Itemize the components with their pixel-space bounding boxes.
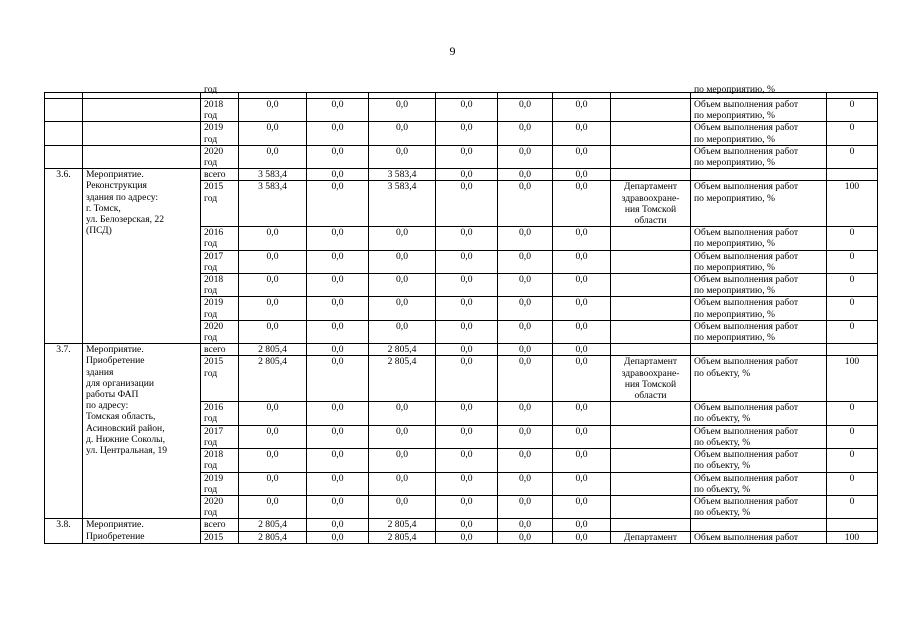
responsible-department <box>611 449 691 472</box>
measure-number: 3.7. <box>45 344 83 519</box>
measure-name <box>83 122 201 145</box>
local-value: 0,0 <box>436 169 498 181</box>
regional-value: 0,0 <box>369 99 436 122</box>
local-value: 0,0 <box>436 449 498 472</box>
extra-value: 0,0 <box>498 356 553 402</box>
indicator-value: 0 <box>827 297 878 320</box>
measure-number <box>45 122 83 145</box>
extra-value: 0,0 <box>498 145 553 168</box>
local-value: 0,0 <box>436 356 498 402</box>
indicator-value: 0 <box>827 122 878 145</box>
total-value: 0,0 <box>239 145 307 168</box>
measure-number <box>45 99 83 122</box>
indicator-name: Объем выполнения работ по объекту, % <box>691 495 827 518</box>
federal-value: 0,0 <box>307 472 369 495</box>
regional-value: 0,0 <box>369 425 436 448</box>
other-value: 0,0 <box>553 531 611 543</box>
local-value: 0,0 <box>436 250 498 273</box>
local-value: 0,0 <box>436 519 498 531</box>
responsible-department <box>611 250 691 273</box>
period: 2016 год <box>201 402 239 425</box>
local-value: 0,0 <box>436 344 498 356</box>
period: 2015 <box>201 531 239 543</box>
table-row <box>45 519 878 531</box>
federal-value: 0,0 <box>307 122 369 145</box>
measure-number: 3.6. <box>45 169 83 344</box>
responsible-department <box>611 274 691 297</box>
page-number: 9 <box>449 44 456 58</box>
responsible-department <box>611 320 691 343</box>
other-value: 0,0 <box>553 320 611 343</box>
indicator-value: 0 <box>827 145 878 168</box>
period: 2018 год <box>201 449 239 472</box>
federal-value: 0,0 <box>307 169 369 181</box>
total-value: 3 583,4 <box>239 181 307 227</box>
federal-value: 0,0 <box>307 519 369 531</box>
responsible-department: Департамент здравоохране- ния Томской области <box>611 356 691 402</box>
regional-value: 0,0 <box>369 297 436 320</box>
other-value: 0,0 <box>553 250 611 273</box>
responsible-department <box>611 495 691 518</box>
total-value: 0,0 <box>239 297 307 320</box>
federal-value: 0,0 <box>307 297 369 320</box>
period: всего <box>201 519 239 531</box>
measure-name: Мероприятие. Реконструкция здания по адресу: г. Томск, ул. Белозерская, 22 (ПСД) <box>83 169 201 344</box>
regional-value: 0,0 <box>369 320 436 343</box>
other-value: 0,0 <box>553 402 611 425</box>
federal-value: 0,0 <box>307 449 369 472</box>
table-row <box>45 169 878 181</box>
total-value: 0,0 <box>239 472 307 495</box>
indicator-value: 0 <box>827 99 878 122</box>
responsible-department <box>611 99 691 122</box>
regional-value: 2 805,4 <box>369 344 436 356</box>
indicator-value: 100 <box>827 531 878 543</box>
period: 2019 год <box>201 297 239 320</box>
federal-value: 0,0 <box>307 320 369 343</box>
total-value: 2 805,4 <box>239 356 307 402</box>
indicator-value <box>827 169 878 181</box>
period: 2019 год <box>201 122 239 145</box>
indicator-name <box>691 344 827 356</box>
other-value: 0,0 <box>553 449 611 472</box>
extra-value: 0,0 <box>498 402 553 425</box>
indicator-name <box>691 169 827 181</box>
local-value: 0,0 <box>436 320 498 343</box>
local-value: 0,0 <box>436 99 498 122</box>
extra-value: 0,0 <box>498 227 553 250</box>
extra-value: 0,0 <box>498 297 553 320</box>
other-value: 0,0 <box>553 495 611 518</box>
other-value: 0,0 <box>553 99 611 122</box>
local-value: 0,0 <box>436 402 498 425</box>
table-body <box>45 84 878 544</box>
indicator-name: Объем выполнения работ <box>691 531 827 543</box>
other-value: 0,0 <box>553 356 611 402</box>
table-row <box>45 122 878 145</box>
indicator-value: 0 <box>827 472 878 495</box>
total-value: 0,0 <box>239 425 307 448</box>
indicator-value: 0 <box>827 274 878 297</box>
responsible-department <box>611 519 691 531</box>
other-value: 0,0 <box>553 472 611 495</box>
other-value: 0,0 <box>553 227 611 250</box>
local-value: 0,0 <box>436 425 498 448</box>
indicator-value: 0 <box>827 449 878 472</box>
total-value: 0,0 <box>239 320 307 343</box>
other-value: 0,0 <box>553 122 611 145</box>
total-value: 2 805,4 <box>239 344 307 356</box>
regional-value: 2 805,4 <box>369 519 436 531</box>
regional-value: 0,0 <box>369 122 436 145</box>
indicator-name: Объем выполнения работ по мероприятию, % <box>691 227 827 250</box>
federal-value: 0,0 <box>307 425 369 448</box>
responsible-department: Департамент здравоохране- ния Томской области <box>611 181 691 227</box>
total-value: 0,0 <box>239 227 307 250</box>
regional-value: 0,0 <box>369 495 436 518</box>
other-value: 0,0 <box>553 181 611 227</box>
local-value: 0,0 <box>436 531 498 543</box>
indicator-name: Объем выполнения работ по объекту, % <box>691 449 827 472</box>
indicator-name: Объем выполнения работ по мероприятию, % <box>691 320 827 343</box>
regional-value: 3 583,4 <box>369 169 436 181</box>
period: год <box>201 93 239 99</box>
extra-value: 0,0 <box>498 99 553 122</box>
indicator-name: Объем выполнения работ по объекту, % <box>691 472 827 495</box>
total-value: 0,0 <box>239 274 307 297</box>
period: 2017 год <box>201 425 239 448</box>
total-value: 0,0 <box>239 495 307 518</box>
measure-name: Мероприятие. Приобретение <box>83 519 201 543</box>
federal-value: 0,0 <box>307 227 369 250</box>
indicator-value: 100 <box>827 356 878 402</box>
extra-value: 0,0 <box>498 320 553 343</box>
period: всего <box>201 169 239 181</box>
indicator-value: 100 <box>827 181 878 227</box>
indicator-name: Объем выполнения работ по объекту, % <box>691 425 827 448</box>
table-row <box>45 99 878 122</box>
indicator-name: Объем выполнения работ по мероприятию, % <box>691 250 827 273</box>
indicator-name: по мероприятию, % <box>691 93 827 99</box>
regional-value: 0,0 <box>369 472 436 495</box>
responsible-department <box>611 122 691 145</box>
indicator-value <box>827 519 878 531</box>
responsible-department <box>611 227 691 250</box>
regional-value: 0,0 <box>369 274 436 297</box>
indicator-name: Объем выполнения работ по объекту, % <box>691 356 827 402</box>
local-value: 0,0 <box>436 181 498 227</box>
regional-value: 0,0 <box>369 145 436 168</box>
period: 2016 год <box>201 227 239 250</box>
federal-value: 0,0 <box>307 495 369 518</box>
total-value: 0,0 <box>239 250 307 273</box>
federal-value: 0,0 <box>307 344 369 356</box>
total-value: 2 805,4 <box>239 519 307 531</box>
other-value: 0,0 <box>553 519 611 531</box>
regional-value: 0,0 <box>369 449 436 472</box>
local-value: 0,0 <box>436 274 498 297</box>
federal-value: 0,0 <box>307 531 369 543</box>
indicator-value: 0 <box>827 402 878 425</box>
local-value: 0,0 <box>436 227 498 250</box>
measure-name <box>83 99 201 122</box>
local-value: 0,0 <box>436 472 498 495</box>
federal-value: 0,0 <box>307 274 369 297</box>
period: 2015 год <box>201 356 239 402</box>
federal-value: 0,0 <box>307 402 369 425</box>
indicator-name: Объем выполнения работ по мероприятию, % <box>691 297 827 320</box>
federal-value: 0,0 <box>307 356 369 402</box>
extra-value: 0,0 <box>498 472 553 495</box>
federal-value: 0,0 <box>307 181 369 227</box>
extra-value: 0,0 <box>498 169 553 181</box>
responsible-department: Департамент <box>611 531 691 543</box>
regional-value: 3 583,4 <box>369 181 436 227</box>
other-value: 0,0 <box>553 145 611 168</box>
regional-value: 0,0 <box>369 402 436 425</box>
responsible-department <box>611 425 691 448</box>
local-value: 0,0 <box>436 297 498 320</box>
indicator-name: Объем выполнения работ по мероприятию, % <box>691 181 827 227</box>
indicator-name: Объем выполнения работ по мероприятию, % <box>691 99 827 122</box>
indicator-value: 0 <box>827 250 878 273</box>
extra-value: 0,0 <box>498 495 553 518</box>
period: 2017 год <box>201 250 239 273</box>
total-value: 2 805,4 <box>239 531 307 543</box>
period: 2018 год <box>201 274 239 297</box>
extra-value: 0,0 <box>498 274 553 297</box>
responsible-department <box>611 297 691 320</box>
indicator-value: 0 <box>827 227 878 250</box>
indicator-value <box>827 344 878 356</box>
measure-name: Мероприятие. Приобретение здания для организации работы ФАП по адресу: Томская область, Асиновский район, д. Нижние Соколы, ул. Центральная, 19 <box>83 344 201 519</box>
regional-value: 2 805,4 <box>369 531 436 543</box>
other-value: 0,0 <box>553 297 611 320</box>
total-value: 0,0 <box>239 449 307 472</box>
total-value: 0,0 <box>239 402 307 425</box>
other-value: 0,0 <box>553 169 611 181</box>
extra-value: 0,0 <box>498 449 553 472</box>
period: 2015 год <box>201 181 239 227</box>
other-value: 0,0 <box>553 425 611 448</box>
total-value: 0,0 <box>239 99 307 122</box>
regional-value: 2 805,4 <box>369 356 436 402</box>
extra-value: 0,0 <box>498 531 553 543</box>
table-row <box>45 145 878 168</box>
regional-value: 0,0 <box>369 227 436 250</box>
indicator-name: Объем выполнения работ по мероприятию, % <box>691 122 827 145</box>
responsible-department <box>611 402 691 425</box>
responsible-department <box>611 169 691 181</box>
period: 2019 год <box>201 472 239 495</box>
indicator-name: Объем выполнения работ по мероприятию, % <box>691 145 827 168</box>
responsible-department <box>611 344 691 356</box>
other-value: 0,0 <box>553 274 611 297</box>
indicator-value: 0 <box>827 425 878 448</box>
period: 2020 год <box>201 145 239 168</box>
indicator-value: 0 <box>827 320 878 343</box>
regional-value: 0,0 <box>369 250 436 273</box>
indicator-value: 0 <box>827 495 878 518</box>
federal-value: 0,0 <box>307 250 369 273</box>
federal-value: 0,0 <box>307 145 369 168</box>
extra-value: 0,0 <box>498 344 553 356</box>
indicator-name: Объем выполнения работ по объекту, % <box>691 402 827 425</box>
measure-name <box>83 145 201 168</box>
extra-value: 0,0 <box>498 425 553 448</box>
period: 2018 год <box>201 99 239 122</box>
table-row <box>45 344 878 356</box>
extra-value: 0,0 <box>498 181 553 227</box>
program-measures-table <box>44 84 878 544</box>
period: 2020 год <box>201 320 239 343</box>
local-value: 0,0 <box>436 145 498 168</box>
indicator-name: Объем выполнения работ по мероприятию, % <box>691 274 827 297</box>
other-value: 0,0 <box>553 344 611 356</box>
measure-number <box>45 145 83 168</box>
local-value: 0,0 <box>436 495 498 518</box>
responsible-department <box>611 145 691 168</box>
extra-value: 0,0 <box>498 122 553 145</box>
measure-number: 3.8. <box>45 519 83 543</box>
period: всего <box>201 344 239 356</box>
total-value: 0,0 <box>239 122 307 145</box>
extra-value: 0,0 <box>498 519 553 531</box>
federal-value: 0,0 <box>307 99 369 122</box>
total-value: 3 583,4 <box>239 169 307 181</box>
local-value: 0,0 <box>436 122 498 145</box>
extra-value: 0,0 <box>498 250 553 273</box>
indicator-name <box>691 519 827 531</box>
period: 2020 год <box>201 495 239 518</box>
responsible-department <box>611 472 691 495</box>
